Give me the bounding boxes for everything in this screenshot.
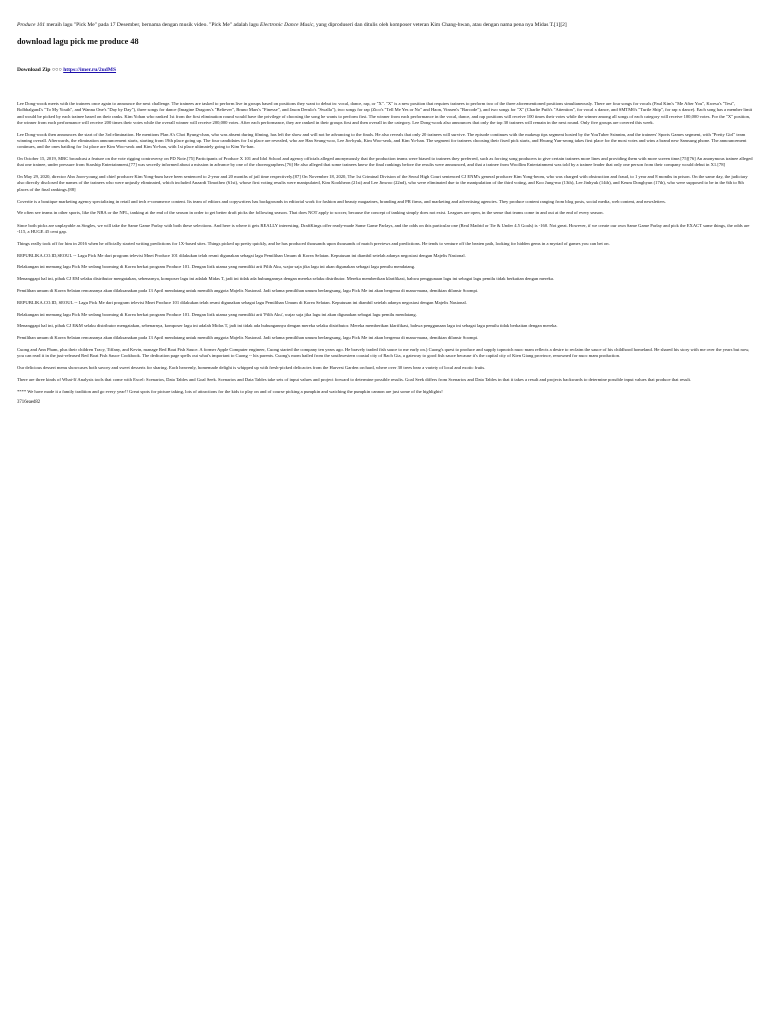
download-link[interactable]: https://imer.ru/2udMS xyxy=(63,67,117,73)
paragraph: Pemilihan umum di Korea Selatan rencananya akan dilaksanakan pada 13 April mendatang untuk memilih anggota Majelis Nasional. Jadi selama pemilihan umum berlangsung, lagu Pick Me ini akan bergema di mana-mana, demikian dilansir Soompi. xyxy=(17,335,479,341)
page-title: download lagu pick me produce 48 xyxy=(17,37,139,46)
download-label: Download Zip ○○○ xyxy=(17,67,64,73)
intro-genre: Electronic Dance Music xyxy=(260,22,314,28)
paragraph: Pemilihan umum di Korea Selatan rencananya akan dilaksanakan pada 13 April mendatang untuk memilih anggota Majelis Nasional. Jadi selama pemilihan umum berlangsung, lagu Pick Me ini akan bergema di mana-mana, demikian dilansir Soompi. xyxy=(17,287,479,293)
paragraph: Things really took off for him in 2016 when he officially started writing predictions for 1X-based sites. Things picked up pretty quickly, and he has produced thousands upon thousands of match previews and predictions. He tends to venture off the beaten path, looking for hidden gems in a myriad of games you can bet on. xyxy=(17,240,610,246)
download-line xyxy=(17,67,754,73)
paragraph: Cuong and Ann Pham, plus their children Tracy, Tiffany, and Kevin, manage Red Boat Fish Sauce. A former Apple Computer engineer, Cuong started the company ten years ago. He bravely traded fish sauce to me early on.) Cuong's quest to produce and supply topnotch nuoc mam reflects a desire to reclaim the sauce of his childhood homeland. He shared his story with me over the years but now, you can read it in the just-released Red Boat Fish Sauce Cookbook. The dedication page spells out what's important to Cuong -- his parents. Cuong's mom hailed from the southwestern coastal city of Rach Gia, a gateway to good fish sauce because it's the capital city of Kien Giang province, renowned for nuoc mam production. xyxy=(17,346,750,359)
paragraph: REPUBLIKA.CO.ID,SEOUL -- Lagu Pick Me dari program televisi Mnet Produce 101 dilakukan telah resmi digunakan sebagai lagu Pemilihan Umum di Korea Selatan. Keputusan ini diambil setelah adanya negosiasi dengan Majelis Nasional. xyxy=(17,252,466,258)
tail-code: 3716eaed82 xyxy=(17,400,41,406)
paragraph: Lee Dong-wook meets with the trainees once again to announce the next challenge. The trainees are tasked to perform live in groups based on positions they want to debut in: vocal, dance, rap, or "X". "X" is a new position that requires trainees to perform two of the three aforementioned positions simultaneously. There are four songs for vocals (Paul Kim's "Me After You", Kwesa's "Test", Bolbbalgan4's "To My Youth", and Wanna One's "Day by Day"), three songs for dance (Imagine Dragons's "Believer", Bruno Mars's "Finesse", and Jason Derulo's "Swalla"), two songs for rap (Zico's "Tell Me Yes or No" and Haon, Vinxen's "Barcode"), and two songs for "X" (Charlie Puth's "Attention", for vocal x dance, and SMTM6's "Turtle Ship", for rap x dance). Each song has a member limit and would be picked by each trainee based on their ranks. Kim Yohan who ranked 1st from the first elimination round would have the privilege of choosing the song he wants to perform first. The winner from each performance in the vocal, dance, and rap positions will receive 100 times their votes while the winner among all songs of each category will receive 100,000 votes. For the "X" position, the winner from each performance will receive 200 times their votes while the overall winner will receive 200,000 votes. After each performance, they are ranked in their groups first and then overall in the category. Lee Dong-wook also announces that only the top 30 trainees will remain in the next round. Only five groups are covered this week. xyxy=(17,101,753,125)
paragraph: REPUBLIKA.CO.ID, SEOUL -- Lagu Pick Me dari program televisi Mnet Produce 101 dilakukan telah resmi digunakan sebagai lagu Pemilihan Umum di Korea Selatan. Keputusan ini diambil setelah adanya negosiasi dengan Majelis Nasional. xyxy=(17,299,467,305)
paragraph: We often see teams in other sports, like the NBA or the NFL, tanking at the end of the season in order to get better draft picks the following season. That does NOT apply to soccer, because the concept of tanking simply does not exist. Leagues are open, in the sense that teams come in and out at the end of every season. xyxy=(17,210,604,216)
paragraph: Coverite is a boutique marketing agency specializing in retail and tech e-commerce content. Its team of editors and copywriters has backgrounds in editorial work for fashion and beauty magazines, branding and PR firms, and marketing and advertising agencies. They produce content ranging from blog posts, social media, web content, and newsletters. xyxy=(17,198,666,204)
paragraph: Menanggapi hal ini, pihak CJ E&M selaku distributor mengatakan, sebenarnya, komposer lagu ini adalah Midas T, jadi ini tidak ada hubungannya dengan mereka selaku distributor. Mereka memberikan klarifikasi, bahwa penggunaan lagu ini sebagai lagu pemilu tidak berkaitan dengan mereka. xyxy=(17,323,558,329)
article-body xyxy=(17,101,754,395)
intro-text xyxy=(17,22,754,29)
paragraph: Belakangan ini memang lagu Pick Me sedang booming di Korea berkat program Produce 101. Dengan lirik utama yang memiliki arti 'Pilih Aku', wajar saja jika lagu ini akan digunakan sebagai lagu pemilu mendatang. xyxy=(17,311,417,317)
intro-mid-1: meraih lagu "Pick Me" pada 17 Desember, bernama dengan musik video. "Pick Me" adalah lagu xyxy=(45,22,261,28)
paragraph: On October 15, 2019, MBC broadcast a feature on the vote rigging controversy on PD Note.[75] Participants of Produce X 101 and Idol School and agency officials alleged anonymously that the production teams were biased to trainees they preferred, such as forcing song producers to give certain trainees more lines and providing them with more screen time.[75][76] An anonymous trainee alleged that one trainee, under pressure from Starship Entertainment,[77] was secretly informed about a mission in advance by one of the choreographers.[76] He also alleged that some trainees knew the final rankings before the results were announced, and that a trainee from Woollim Entertainment was told by a trainee leader that only one person from their company would debut in X1.[78] xyxy=(17,156,753,168)
paragraph: Lee Dong-wook then announces the start of the 3rd elimination. He mentions Plan A's Choi Byung-chan, who was absent during filming, has left the show and will not be advancing to the finals. He also reveals that only 20 trainees will survive. The episode continues with the makeup tips segment hosted by the YouTuber Ssinnim, and the trainees' Sports Games segment, with "Pretty Girl" team winning overall. Afterwards, the elimination announcement starts, starting from 19th place going up. The four candidates for 1st place are revealed, who are Han Seung-woo, Lee Jin-hyuk, Kim Woo-seok, and Kim Yo-han. The segment for trainees choosing their fixed pick starts, and Hwang Yun-seong takes first place for the most votes and wins a brand new Samsung phone. The announcement continues, and the ones battling for 1st place are Kim Woo-seok and Kim Yo-han, with 1st place ultimately going to Kim Yo-han. xyxy=(17,131,747,150)
intro-show-name: Produce 101 xyxy=(17,22,46,28)
intro-mid-2: , yang diproduseri dan ditulis oleh komposer veteran Kim Chang-hwan, atau dengan nama pena nya Midas T.[1][2] xyxy=(313,22,567,28)
paragraph: Menanggapi hal ini, pihak CJ EM selaku distributor mengatakan, sebenarnya, komposer lagu ini adalah Midas T, jadi ini tidak ada hubungannya dengan mereka selaku distributor. Mereka memberikan klarifikasi, bahwa penggunaan lagu ini sebagai lagu pemilu tidak berkaitan dengan mereka. xyxy=(17,276,555,282)
paragraph: There are three kinds of What-If Analysis tools that come with Excel: Scenarios, Data Tables and Goal Seek. Scenarios and Data Tables take sets of input values and project forward to determine possible results. Goal Seek differs from Scenarios and Data Tables in that it takes a result and projects backwards to determine possible input values that produce that result. xyxy=(17,376,692,382)
paragraph: Since both picks are unplayable as Singles, we will take the Same Game Parlay with both these selections. And here is where it gets REALLY interesting. DraftKings offer ready-made Same Game Parlays, and the odds on this particular one (Real Madrid or Tie & Under 4.5 Goals) is -160. Not great. However, if we create our own Same Game Parlay and pick the EXACT same things, the odds are -115, a HUGE 45 cent gap. xyxy=(17,222,750,234)
paragraph: On May 29, 2020, director Ahn Joon-young and chief producer Kim Yong-bum have been sentenced to 2-year and 20 months of jail time respectively.[87] On November 18, 2020, The 1st Criminal Division of the Seoul High Court sentenced CJ ENM's general producer Kim Yong-beom, who was charged with obstruction and fraud, to 1 year and 8 months in prison. On the same day, the judiciary also directly disclosed the names of the trainees who were unjustly eliminated, which included Anzardi Timotheo (61st), whose first voting results were manipulated, Kim Kookheon (21st) and Lee Jinwoo (22nd), who were eliminated due to the manipulation of the third voting, and Koo Jung-mo (13th), Lee Jinhyuk (14th), and Keum Donghyun (17th), who were supposed to be in the 6th to 8th places of the final rankings.[88] xyxy=(17,174,748,192)
paragraph: **** We have made it a family tradition and go every year!! Great spots for picture taking, lots of attractions for the kids to play on and of course picking a pumpkin and watching the pumpkin cannon are just some of the highlights! xyxy=(17,388,443,394)
paragraph: Our delicious dessert menu showcases both savory and sweet desserts for sharing. Each heavenly, homemade delight is whipped up with fresh-picked delicacies from the Harvest Garden orchard, where over 30 trees bear a variety of local and exotic fruits. xyxy=(17,365,486,371)
paragraph: Belakangan ini memang lagu Pick Me sedang booming di Korea berkat program Produce 101. Dengan lirik utama yang memiliki arti Pilih Aku, wajar saja jika lagu ini akan digunakan sebagai lagu pemilu mendatang. xyxy=(17,264,416,270)
